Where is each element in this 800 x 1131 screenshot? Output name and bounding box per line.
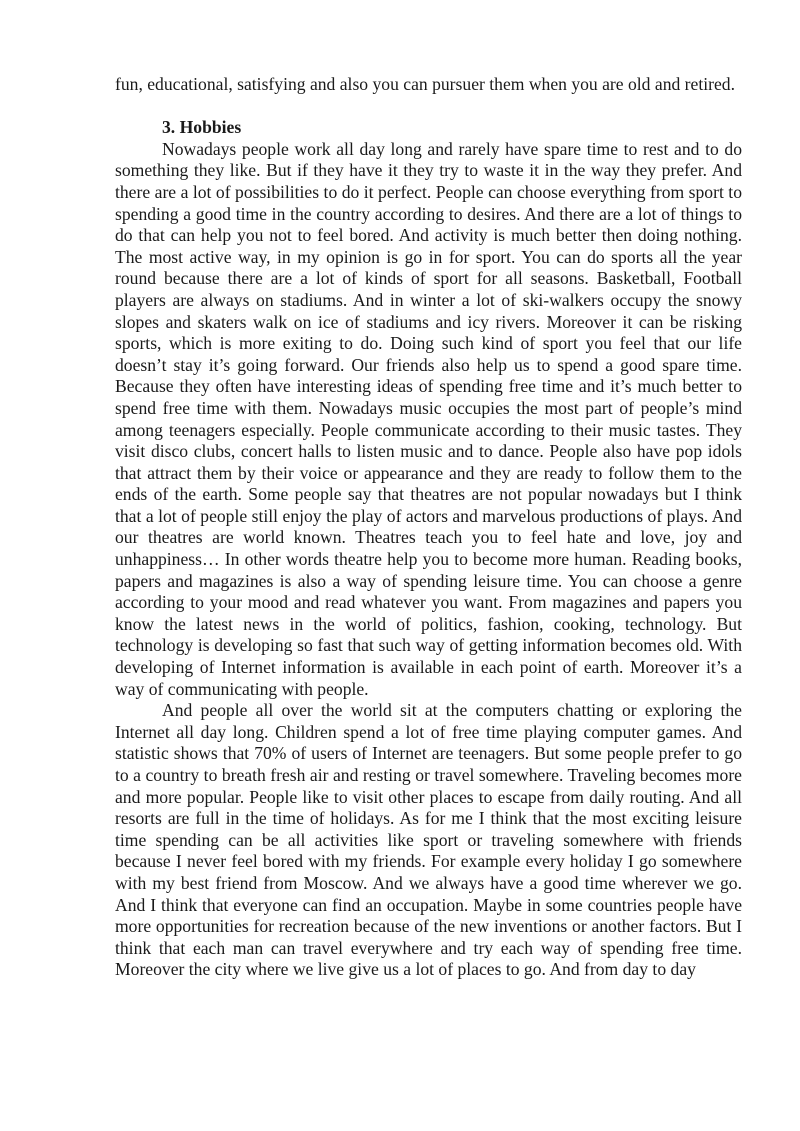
intro-paragraph: fun, educational, satisfying and also you can pursuer them when you are old and retired. [115, 74, 735, 94]
body-paragraph-2: And people all over the world sit at the computers chatting or exploring the Internet all day long. Children spend a lot of free time playing computer games. And statistic shows that 70% of users of Internet are teenagers. But some people prefer to go to a country to breath fresh air and resting or travel somewhere. Traveling becomes more and more popular. People like to visit other places to escape from daily routing. And all resorts are full in the time of holidays. As for me I think that the most exciting leisure time spending can be all activities like sport or traveling somewhere with friends because I never feel bored with my friends. For example every holiday I go somewhere with my best friend from Moscow. And we always have a good time wherever we go. And I think that everyone can find an occupation. Maybe in some countries people have more opportunities for recreation because of the new inventions or another factors. But I think that each man can travel everywhere and try each way of spending free time. Moreover the city where we live give us a lot of places to go. And from day to day [115, 700, 742, 980]
section-heading: 3. Hobbies [162, 117, 242, 138]
body-paragraph-1: Nowadays people work all day long and rarely have spare time to rest and to do something they like. But if they have it they try to waste it in the way they prefer. And there are a lot of possibilities to do it perfect. People can choose everything from sport to spending a good time in the country according to desires. And there are a lot of things to do that can help you not to feel bored. And activity is much better then doing nothing. The most active way, in my opinion is go in for sport. You can do sports all the year round because there are a lot of kinds of sport for all seasons. Basketball, Football players are always on stadiums. And in winter a lot of ski-walkers occupy the snowy slopes and skaters walk on ice of stadiums and icy rivers. Moreover it can be risking sports, which is more exiting to do. Doing such kind of sport you feel that our life doesn’t stay it’s going forward. Our friends also help us to spend a good spare time. Because they often have interesting ideas of spending free time and it’s much better to spend free time with them. Nowadays music occupies the most part of people’s mind among teenagers especially. People communicate according to their music tastes. They visit disco clubs, concert halls to listen music and to dance. People also have pop idols that attract them by their voice or appearance and they are ready to follow them to the ends of the earth. Some people say that theatres are not popular nowadays but I think that a lot of people still enjoy the play of actors and marvelous productions of plays. And our theatres are world known. Theatres teach you to feel hate and love, joy and unhappiness… In other words theatre help you to become more human. Reading books, papers and magazines is also a way of spending leisure time. You can choose a genre according to your mood and read whatever you want. From magazines and papers you know the latest news in the world of politics, fashion, cooking, technology. But technology is developing so fast that such way of getting information becomes old. With developing of Internet information is available in each point of earth. Moreover it’s a way of communicating with people. [115, 138, 742, 699]
document-page [115, 74, 742, 981]
